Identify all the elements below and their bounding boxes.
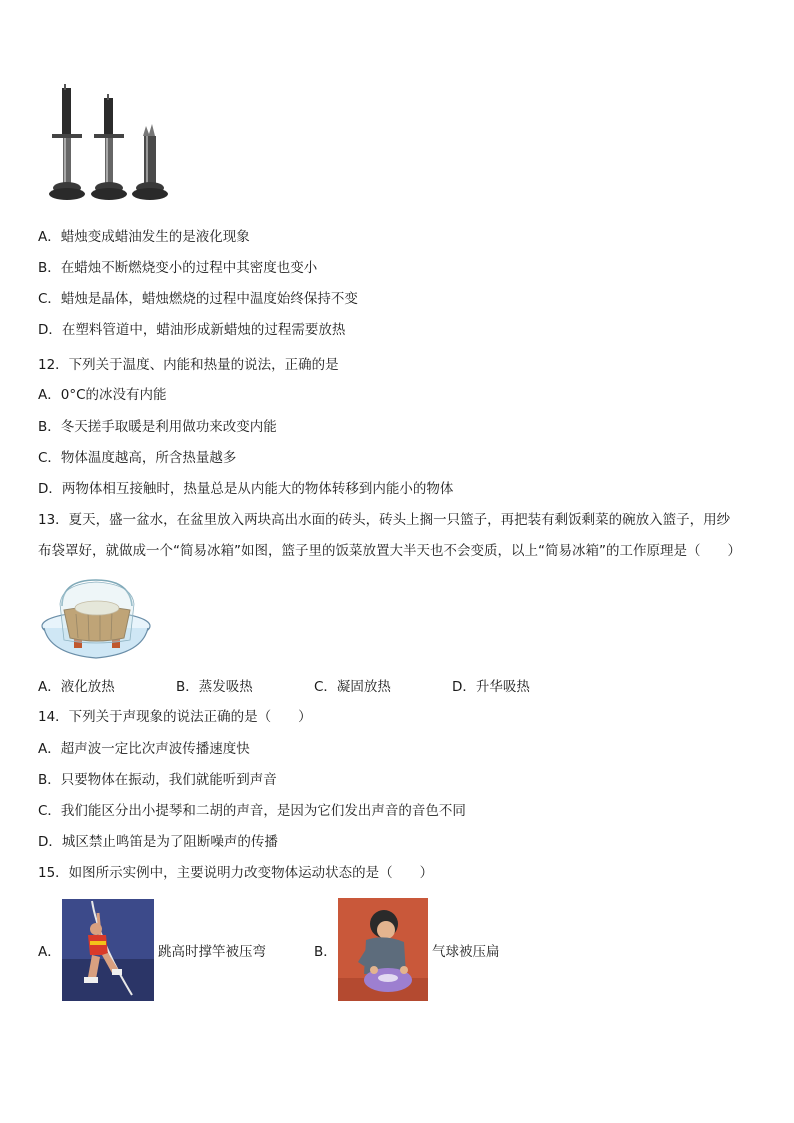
simple-fridge-figure xyxy=(40,576,152,666)
q13-option-c: C．凝固放热 xyxy=(314,679,391,695)
q11-option-c: C．蜡烛是晶体，蜡烛燃烧的过程中温度始终保持不变 xyxy=(38,291,358,307)
q13-option-d: D．升华吸热 xyxy=(452,679,530,695)
q15-option-b-letter: B． xyxy=(314,944,337,960)
q12-option-b: B．冬天搓手取暖是利用做功来改变内能 xyxy=(38,419,277,435)
q15-option-a-letter: A． xyxy=(38,944,61,960)
q13-stem-line2: 布袋罩好，就做成一个“简易冰箱”如图，篮子里的饭菜放置大半天也不会变质，以上“简易冰箱”的工作原理是（ ） xyxy=(38,543,741,559)
q13-option-b: B．蒸发吸热 xyxy=(176,679,253,695)
q14-option-d: D．城区禁止鸣笛是为了阻断噪声的传播 xyxy=(38,834,278,850)
q13-stem-line1: 13．夏天，盛一盆水，在盆里放入两块高出水面的砖头，砖头上搁一只篮子，再把装有剩饭剩菜的碗放入篮子，用纱 xyxy=(38,512,731,528)
q14-stem: 14．下列关于声现象的说法正确的是（ ） xyxy=(38,709,312,725)
q12-option-a: A．0°C的冰没有内能 xyxy=(38,387,167,403)
q15-option-b-text: 气球被压扁 xyxy=(432,944,500,960)
q12-option-d: D．两物体相互接触时，热量总是从内能大的物体转移到内能小的物体 xyxy=(38,481,454,497)
q13-option-a: A．液化放热 xyxy=(38,679,115,695)
candles-figure xyxy=(46,84,178,204)
q15-stem: 15．如图所示实例中，主要说明力改变物体运动状态的是（ ） xyxy=(38,865,434,881)
q11-option-b: B．在蜡烛不断燃烧变小的过程中其密度也变小 xyxy=(38,260,318,276)
q15-option-a-text: 跳高时撑竿被压弯 xyxy=(158,944,266,960)
q13-options xyxy=(38,678,758,696)
pole-vault-photo xyxy=(62,899,154,1001)
q14-option-c: C．我们能区分出小提琴和二胡的声音，是因为它们发出声音的音色不同 xyxy=(38,803,466,819)
balloon-photo xyxy=(338,898,428,1001)
q11-option-d: D．在塑料管道中，蜡油形成新蜡烛的过程需要放热 xyxy=(38,322,346,338)
q14-option-a: A．超声波一定比次声波传播速度快 xyxy=(38,741,250,757)
q12-stem: 12．下列关于温度、内能和热量的说法，正确的是 xyxy=(38,357,339,373)
q14-option-b: B．只要物体在振动，我们就能听到声音 xyxy=(38,772,277,788)
q11-option-a: A．蜡烛变成蜡油发生的是液化现象 xyxy=(38,229,250,245)
q12-option-c: C．物体温度越高，所含热量越多 xyxy=(38,450,237,466)
